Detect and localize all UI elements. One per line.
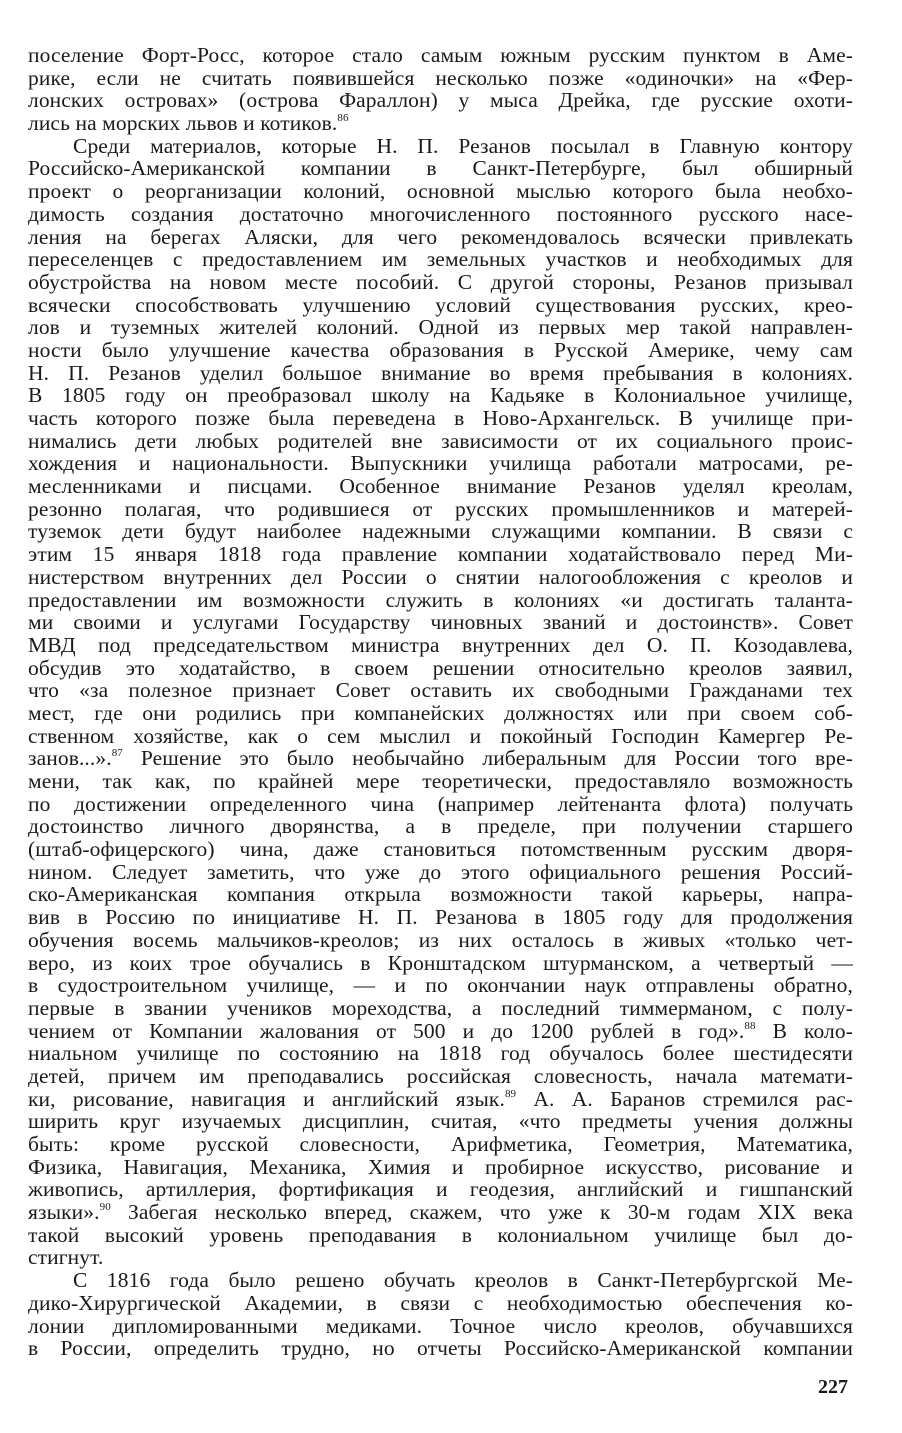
text-line: живопись, артиллерия, фортификация и геодезия, английский и гишпанский [28,1177,853,1202]
paragraph [28,44,853,135]
text-line: ки, рисование, навигация и английский язык.$^{89}$ А. А. Баранов стремился рас- [28,1086,853,1111]
text-line: хождения и национальности. Выпускники училища работали матросами, ре- [28,451,853,476]
text-line: такой высокий уровень преподавания в колониальном училище был до- [28,1222,853,1247]
text-line: ственном хозяйстве, как о сем мыслил и покойный Господин Камергер Ре- [28,723,853,748]
text-line: вив в Россию по инициативе Н. П. Резанова в 1805 году для продолжения [28,905,853,930]
text-line: часть которого позже была переведена в Ново-Архангельск. В училище при- [28,406,853,430]
text-line: В 1805 году он преобразовал школу на Кадьяке в Колониальное училище, [28,383,853,408]
text-line: достоинство личного дворянства, а в пределе, при получении старшего [28,814,853,839]
text-line: МВД под председательством министра внутренних дел О. П. Козодавлева, [28,632,853,657]
text-line: первые в звании учеников мореходства, а последний тиммерманом, с полу- [28,995,853,1020]
text-line: ско-Американская компания открыла возможности такой карьеры, напра- [28,882,853,907]
text-line: мест, где они родились при компанейских должностях или при своем соб- [28,700,853,725]
page-number: 227 [818,1376,848,1398]
text-line: в судостроительном училище, — и по окончании наук отправлены обратно, [28,973,853,998]
text-line: туземок дети будут наиболее надежными служащими компании. В связи с [28,519,853,544]
footnote-ref: 86 [337,112,349,125]
text-line: рике, если не считать появившейся несколько позже «одиночки» на «Фер- [28,65,853,90]
text-line: лись на морских львов и котиков.$^{86}$ [28,111,349,136]
text-line: (штаб-офицерского) чина, даже становиться потомственным русским дворя- [28,837,853,862]
paragraph [28,1269,853,1360]
text-line: лонии дипломированными медиками. Точное число креолов, обучавшихся [28,1313,853,1338]
footnote-ref: 90 [99,1201,111,1214]
footnote-ref: 87 [111,747,123,760]
text-line: обучения восемь мальчиков-креолов; из них осталось в живых «только чет- [28,927,853,952]
text-line: поселение Форт-Росс, которое стало самым южным русским пунктом в Аме- [28,43,853,67]
text-line: языки».$^{90}$ Забегая несколько вперед, скажем, что уже к 30-м годам XIX века [28,1200,853,1225]
text-line: в России, определить трудно, но отчеты Российско-Американской компании [28,1336,853,1361]
text-line: всячески способствовать улучшению условий существования русских, крео- [28,292,853,317]
text-line: месленниками и писцами. Особенное внимание Резанов уделял креолам, [28,474,853,499]
text-line: С 1816 года было решено обучать креолов в Санкт-Петербургской Ме- [73,1268,853,1293]
text-line: димость создания достаточно многочисленного постоянного русского насе- [28,201,853,226]
text-line: веро, из коих трое обучались в Кронштадском штурманском, а четвертый — [28,950,853,975]
text-line: нином. Следует заметить, что уже до этого официального решения Россий- [28,859,853,884]
text-line: проект о реорганизации колоний, основной мыслью которого была необхо- [28,179,853,204]
text-line: обустройства на новом месте пособий. С другой стороны, Резанов призывал [28,269,853,294]
text-line: ширить круг изучаемых дисциплин, считая, «что предметы учения должны [28,1109,853,1134]
text-line: ности было улучшение качества образования в Русской Америке, чему сам [28,337,853,362]
footnote-ref: 89 [504,1087,517,1100]
footnote-ref: 88 [744,1019,756,1032]
text-line: нимались дети любых родителей вне зависимости от их социального проис- [28,428,853,453]
text-line: лонских островах» (острова Фараллон) у мыса Дрейка, где русские охоти- [28,88,853,113]
text-line: переселенцев с предоставлением им земельных участков и необходимых для [28,247,853,272]
text-line: стигнут. [28,1245,104,1270]
text-line: Н. П. Резанов уделил большое внимание во время пребывания в колониях. [28,360,853,385]
text-line: по достижении определенного чина (например лейтенанта флота) получать [28,791,853,816]
text-line: предоставлении им возможности служить в колониях «и достигать таланта- [28,587,853,612]
text-line: лов и туземных жителей колоний. Одной из первых мер такой направлен- [28,315,853,340]
text-line: быть: кроме русской словесности, Арифметика, Геометрия, Математика, [28,1132,853,1156]
body-text [28,44,853,1360]
text-line: этим 15 января 1818 года правление компании ходатайствовало перед Ми- [28,542,853,567]
text-line: мени, так как, по крайней мере теоретически, предоставляло возможность [28,769,853,793]
text-line: Физика, Навигация, Механика, Химия и пробирное искусство, рисование и [28,1154,853,1179]
text-line: ления на берегах Аляски, для чего рекомендовалось всячески привлекать [28,224,853,249]
text-line: обсудив это ходатайство, в своем решении относительно креолов заявил, [28,655,853,680]
text-line: что «за полезное признает Совет оставить их свободными Гражданами тех [28,678,853,703]
text-line: Среди материалов, которые Н. П. Резанов посылал в Главную контору [73,133,853,158]
paragraph [28,135,853,1269]
text-line: детей, причем им преподавались российская словесность, начала математи- [28,1063,853,1088]
text-line: занов...».$^{87}$ Решение это было необычайно либеральным для России того вре- [28,746,853,771]
text-line: дико-Хирургической Академии, в связи с необходимостью обеспечения ко- [28,1290,853,1315]
text-line: нистерством внутренних дел России о снятии налогообложения с креолов и [28,564,853,589]
text-line: ми своими и услугами Государству чиновных званий и достоинств». Совет [28,610,853,635]
text-line: ниальном училище по состоянию на 1818 год обучалось более шестидесяти [28,1041,853,1066]
text-line: чением от Компании жалования от 500 и до 1200 рублей в год».$^{88}$ В коло- [28,1018,853,1043]
text-line: Российско-Американской компании в Санкт-Петербурге, был обширный [28,156,853,181]
text-line: резонно полагая, что родившиеся от русских промышленников и матерей- [28,496,853,521]
